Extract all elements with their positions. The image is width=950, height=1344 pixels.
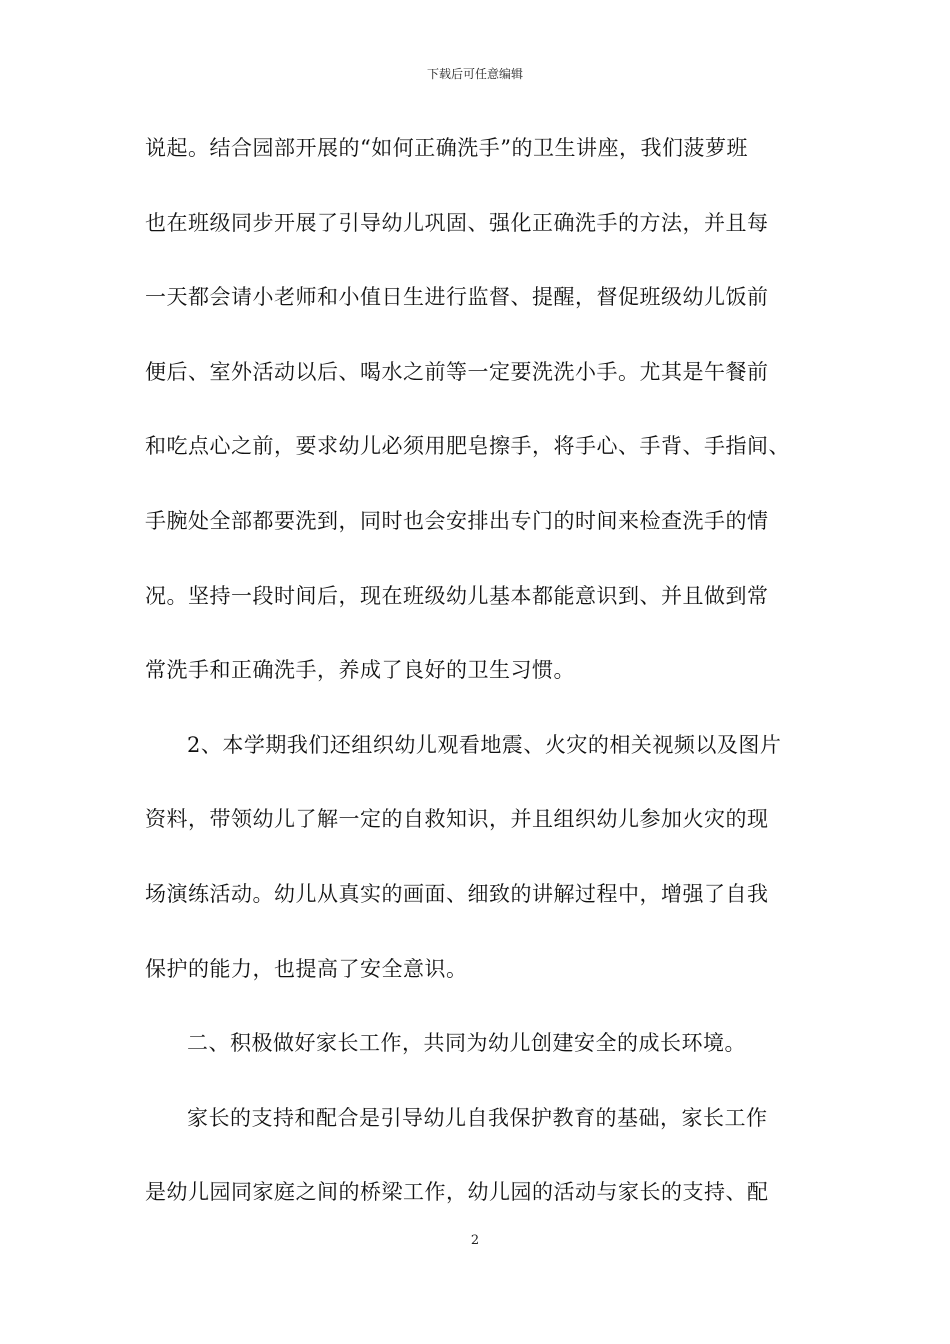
text-line: 手腕处全部都要洗到，同时也会安排出专门的时间来检查洗手的情 xyxy=(145,508,769,533)
text-line: 也在班级同步开展了引导幼儿巩固、强化正确洗手的方法，并且每 xyxy=(145,210,769,235)
document-body xyxy=(145,128,815,1247)
text-line: 资料，带领幼儿了解一定的自救知识，并且组织幼儿参加火灾的现 xyxy=(145,807,769,832)
paragraph-start-line: 家长的支持和配合是引导幼儿自我保护教育的基础，家长工作 xyxy=(187,1105,768,1130)
page-header: 下载后可任意编辑 xyxy=(426,67,523,81)
text-line: 是幼儿园同家庭之间的桥梁工作，幼儿园的活动与家长的支持、配 xyxy=(145,1180,769,1205)
section-heading: 二、积极做好家长工作，共同为幼儿创建安全的成长环境。 xyxy=(187,1031,746,1056)
text-line: 和吃点心之前，要求幼儿必须用肥皂擦手，将手心、手背、手指间、 xyxy=(145,434,790,459)
text-line: 保护的能力，也提高了安全意识。 xyxy=(145,956,468,981)
text-line: 便后、室外活动以后、喝水之前等一定要洗洗小手。尤其是午餐前 xyxy=(145,359,769,384)
page-number: 2 xyxy=(470,1233,480,1248)
text-line: 一天都会请小老师和小值日生进行监督、提醒，督促班级幼儿饭前 xyxy=(145,285,769,310)
text-line: 说起。结合园部开展的“如何正确洗手”的卫生讲座，我们菠萝班 xyxy=(145,136,748,160)
text-line: 常洗手和正确洗手，养成了良好的卫生习惯。 xyxy=(145,658,575,683)
text-line: 场演练活动。幼儿从真实的画面、细致的讲解过程中，增强了自我 xyxy=(145,881,769,906)
paragraph-start-line: 2、本学期我们还组织幼儿观看地震、火灾的相关视频以及图片 xyxy=(187,732,782,757)
text-line: 况。坚持一段时间后，现在班级幼儿基本都能意识到、并且做到常 xyxy=(145,583,769,608)
